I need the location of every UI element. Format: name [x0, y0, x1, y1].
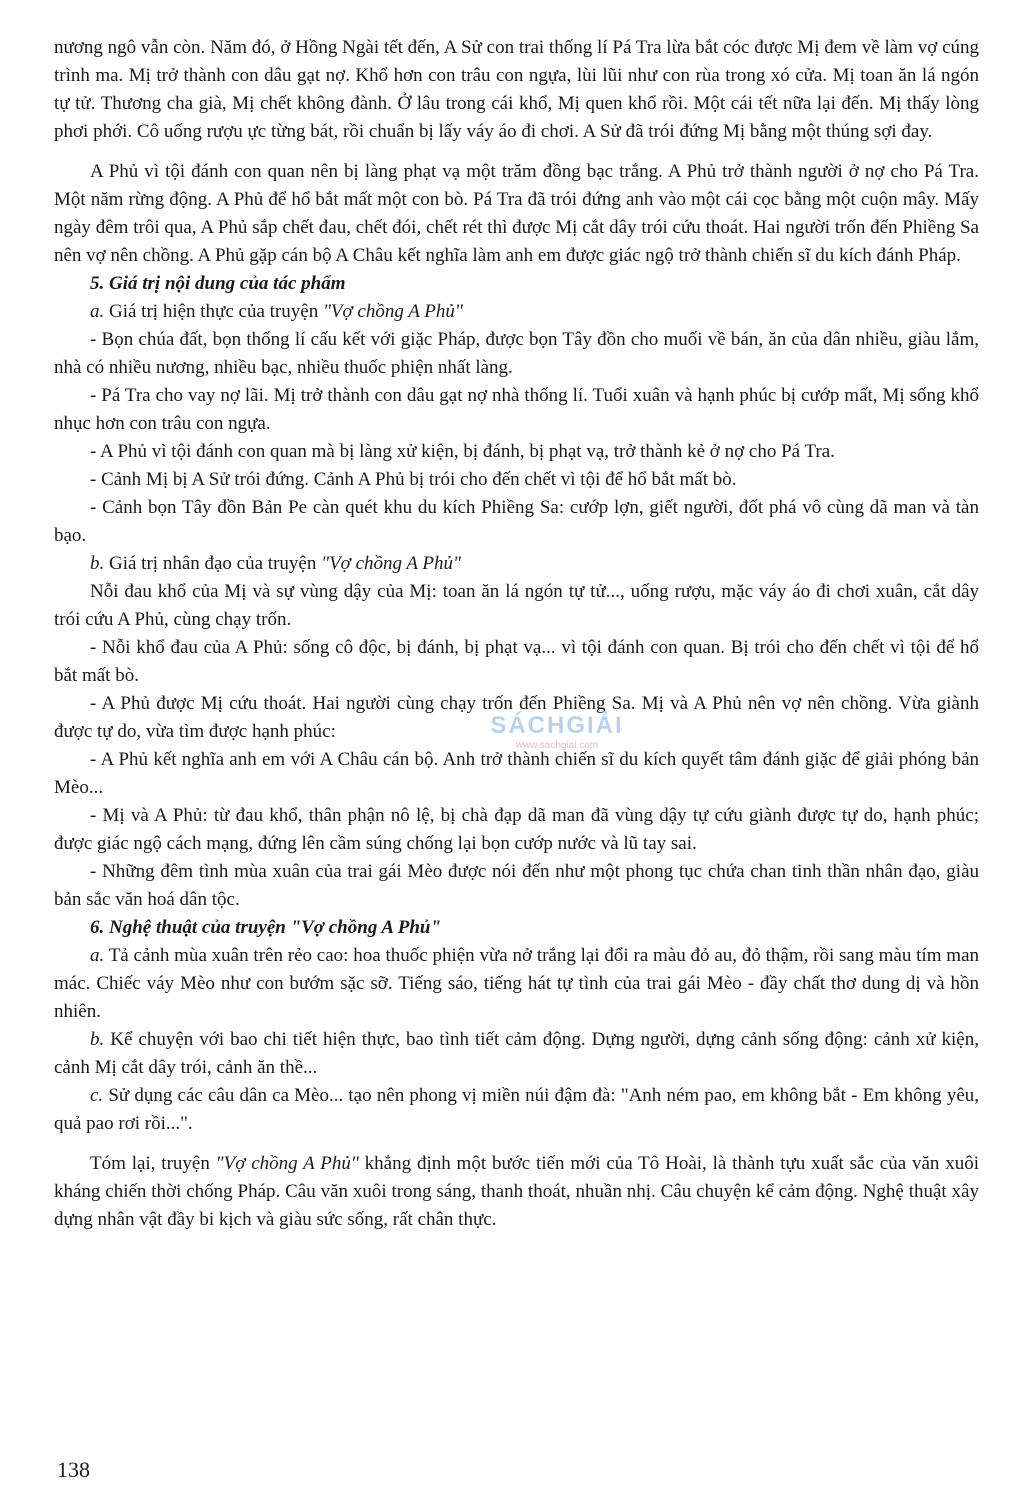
list-item: [54, 1026, 979, 1082]
list-item: [54, 942, 979, 1026]
item-marker: b.: [90, 1029, 105, 1050]
subheading-text: Giá trị hiện thực của truyện: [104, 301, 323, 322]
list-item: - A Phủ kết nghĩa anh em với A Châu cán bộ. Anh trở thành chiến sĩ du kích quyết tâm đánh giặc để giải phóng bản Mèo...: [54, 749, 979, 798]
list-item: - A Phủ được Mị cứu thoát. Hai người cùng chạy trốn đến Phiềng Sa. Mị và A Phủ nên vợ nên chồng. Vừa giành được tự do, vừa tìm được hạnh phúc:: [54, 693, 979, 742]
work-title: "Vợ chồng A Phủ": [322, 301, 463, 322]
section-heading-artistry: 6. Nghệ thuật của truyện "Vợ chồng A Phủ": [90, 917, 442, 938]
subheading-humanistic-value: [54, 550, 979, 578]
watermark-url: www.sachgiai.com: [515, 740, 599, 751]
list-item: - Những đêm tình mùa xuân của trai gái Mèo được nói đến như một phong tục chứa chan tinh thần nhân đạo, giàu bản sắc văn hoá dân tộc.: [54, 861, 979, 910]
paragraph-story-mi: nương ngô vẫn còn. Năm đó, ở Hồng Ngài tết đến, A Sử con trai thống lí Pá Tra lừa bắt cóc được Mị đem về làm vợ cúng trình ma. Mị trở thành con dâu gạt nợ. Khổ hơn con trâu con ngựa, lùi lũi như con rùa trong xó cửa. Mị toan ăn lá ngón tự tử. Thương cha già, Mị chết không đành. Ở lâu trong cái khổ, Mị quen khổ rồi. Một cái tết nữa lại đến. Mị thấy lòng phơi phới. Cô uống rượu ực từng bát, rồi chuẩn bị lấy váy áo đi chơi. A Sử đã trói đứng Mị bằng một thúng sợi đay.: [54, 37, 979, 142]
subheading-marker: a.: [90, 301, 105, 322]
conclusion-text: khẳng định một bước tiến mới của Tô Hoài, là thành tựu xuất sắc của văn xuôi kháng chiến thời chống Pháp. Câu văn xuôi trong sáng, thanh thoát, nhuần nhị. Câu chuyện kể cảm động. Nghệ thuật xây dựng nhân vật đầy bi kịch và giàu sức sống, rất chân thực.: [54, 1153, 979, 1230]
item-marker: c.: [90, 1085, 104, 1106]
subheading-text: Giá trị nhân đạo của truyện: [104, 553, 322, 574]
work-title: "Vợ chồng A Phủ": [215, 1153, 359, 1174]
watermark-brand: SÁCHGIẢI: [490, 712, 624, 739]
list-item: - Cảnh bọn Tây đồn Bản Pe càn quét khu du kích Phiềng Sa: cướp lợn, giết người, đốt phá vô cùng dã man và tàn bạo.: [54, 497, 979, 546]
list-item: - Nỗi khổ đau của A Phủ: sống cô độc, bị đánh, bị phạt vạ... vì tội đánh con quan. Bị trói cho đến chết vì tội để hổ bắt mất bò.: [54, 637, 979, 686]
list-item: - Mị và A Phủ: từ đau khổ, thân phận nô lệ, bị chà đạp dã man đã vùng dậy tự cứu giành được tự do, hạnh phúc; được giác ngộ cách mạng, đứng lên cầm súng chống lại bọn cướp nước và lũ tay sai.: [54, 805, 979, 854]
subheading-realistic-value: [54, 298, 979, 326]
list-item: - Pá Tra cho vay nợ lãi. Mị trở thành con dâu gạt nợ nhà thống lí. Tuổi xuân và hạnh phúc bị cướp mất, Mị sống khổ nhục hơn con trâu con ngựa.: [54, 385, 979, 434]
paragraph-story-a-phu: A Phủ vì tội đánh con quan nên bị làng phạt vạ một trăm đồng bạc trắng. A Phủ trở thành người ở nợ cho Pá Tra. Một năm rừng động. A Phủ để hổ bắt mất một con bò. Pá Tra đã trói đứng anh vào một cái cọc bằng một cuộn mây. Mấy ngày đêm trôi qua, A Phủ sắp chết đau, chết đói, chết rét thì được Mị cắt dây trói cứu thoát. Hai người trốn đến Phiềng Sa nên vợ nên chồng. A Phủ gặp cán bộ A Châu kết nghĩa làm anh em được giác ngộ trở thành chiến sĩ du kích đánh Pháp.: [54, 161, 979, 266]
list-item: Nỗi đau khổ của Mị và sự vùng dậy của Mị: toan ăn lá ngón tự tử..., uống rượu, mặc váy áo đi chơi xuân, cắt dây trói cứu A Phủ, cùng chạy trốn.: [54, 581, 979, 630]
item-text: Tả cảnh mùa xuân trên rẻo cao: hoa thuốc phiện vừa nở trắng lại đổi ra màu đỏ au, đỏ thậm, rồi sang màu tím man mác. Chiếc váy Mèo như con bướm sặc sỡ. Tiếng sáo, tiếng hát tự tình của trai gái Mèo - đầy chất thơ dung dị và hồn nhiên.: [54, 945, 979, 1022]
list-item: [54, 1082, 979, 1138]
conclusion-text: Tóm lại, truyện: [90, 1153, 216, 1174]
list-item: - A Phủ vì tội đánh con quan mà bị làng xử kiện, bị đánh, bị phạt vạ, trở thành kẻ ở nợ cho Pá Tra.: [90, 441, 835, 462]
item-text: Kể chuyện với bao chi tiết hiện thực, bao tình tiết cảm động. Dựng người, dựng cảnh sống động: cảnh xử kiện, cảnh Mị cắt dây trói, cảnh ăn thề...: [54, 1029, 979, 1078]
list-item: - Bọn chúa đất, bọn thống lí cấu kết với giặc Pháp, được bọn Tây đồn cho muối về bán, ăn của dân nhiều, giàu lắm, nhà có nhiều nương, nhiều bạc, nhiều thuốc phiện nhất làng.: [54, 329, 979, 378]
list-item: - Cảnh Mị bị A Sử trói đứng. Cảnh A Phủ bị trói cho đến chết vì tội để hổ bắt mất bò.: [90, 469, 737, 490]
document-body: [54, 34, 979, 1234]
work-title: "Vợ chồng A Phủ": [321, 553, 462, 574]
item-marker: a.: [90, 945, 105, 966]
subheading-marker: b.: [90, 553, 105, 574]
section-heading-content-value: 5. Giá trị nội dung của tác phẩm: [90, 273, 346, 294]
item-text: Sử dụng các câu dân ca Mèo... tạo nên phong vị miền núi đậm đà: "Anh ném pao, em không bắt - Em không yêu, quả pao rơi rồi...".: [54, 1085, 979, 1134]
page-number: 138: [57, 1457, 90, 1482]
conclusion-paragraph: [54, 1150, 979, 1234]
